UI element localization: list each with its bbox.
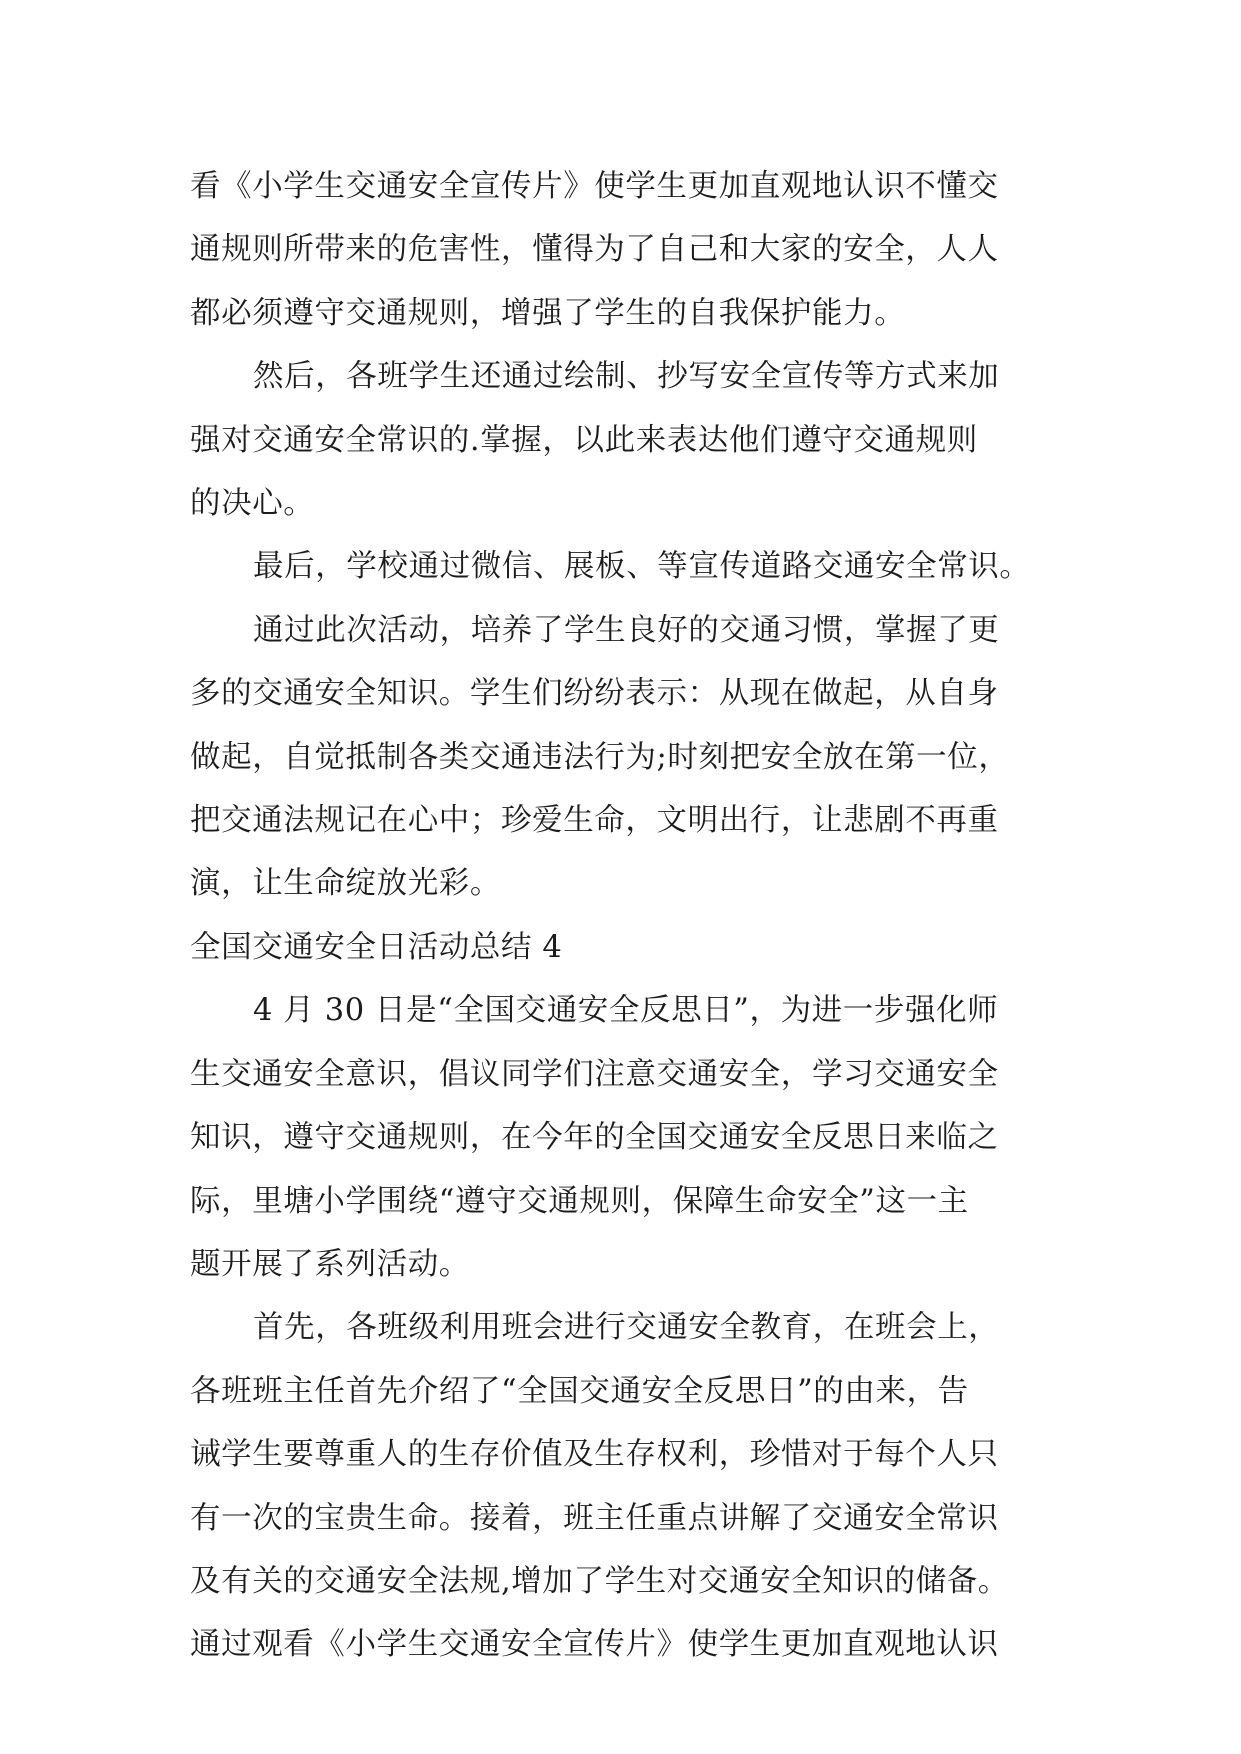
text-line: 演，让生命绽放光彩。	[190, 866, 501, 902]
text-line: 把交通法规记在心中；珍爱生命，文明出行，让悲剧不再重	[190, 803, 999, 839]
text-line: 强对交通安全常识的.掌握，以此来表达他们遵守交通规则	[190, 422, 978, 458]
text-line: 诫学生要尊重人的生存价值及生存权利，珍惜对于每个人只	[190, 1437, 999, 1473]
text-line: 4 月 30 日是“全国交通安全反思日”，为进一步强化师	[253, 993, 999, 1029]
text-line: 然后，各班学生还通过绘制、抄写安全宣传等方式来加	[253, 359, 1000, 395]
text-line: 际，里塘小学围绕“遵守交通规则，保障生命安全”这一主	[190, 1183, 969, 1219]
text-line: 及有关的交通安全法规,增加了学生对交通安全知识的储备。	[190, 1563, 1009, 1599]
text-line: 的决心。	[190, 486, 315, 522]
section-heading: 全国交通安全日活动总结 4	[190, 929, 563, 965]
text-line: 题开展了系列活动。	[190, 1246, 470, 1282]
text-line: 首先，各班级利用班会进行交通安全教育，在班会上，	[253, 1310, 1000, 1346]
text-line: 各班班主任首先介绍了“全国交通安全反思日”的由来，告	[190, 1373, 969, 1409]
text-line: 都必须遵守交通规则，增强了学生的自我保护能力。	[190, 295, 906, 331]
text-line: 多的交通安全知识。学生们纷纷表示：从现在做起，从自身	[190, 676, 999, 712]
text-line: 通过观看《小学生交通安全宣传片》使学生更加直观地认识	[190, 1627, 999, 1663]
text-line: 通规则所带来的危害性，懂得为了自己和大家的安全，人人	[190, 232, 999, 268]
text-line: 知识，遵守交通规则，在今年的全国交通安全反思日来临之	[190, 1120, 999, 1156]
text-line: 通过此次活动，培养了学生良好的交通习惯，掌握了更	[253, 612, 1000, 648]
document-body	[190, 155, 1060, 1677]
text-line: 做起，自觉抵制各类交通违法行为;时刻把安全放在第一位，	[190, 739, 1010, 775]
text-line: 看《小学生交通安全宣传片》使学生更加直观地认识不懂交	[190, 169, 999, 204]
text-line: 生交通安全意识，倡议同学们注意交通安全，学习交通安全	[190, 1056, 999, 1092]
text-line: 最后，学校通过微信、展板、等宣传道路交通安全常识。	[253, 549, 1031, 585]
text-line: 有一次的宝贵生命。接着，班主任重点讲解了交通安全常识	[190, 1500, 999, 1536]
